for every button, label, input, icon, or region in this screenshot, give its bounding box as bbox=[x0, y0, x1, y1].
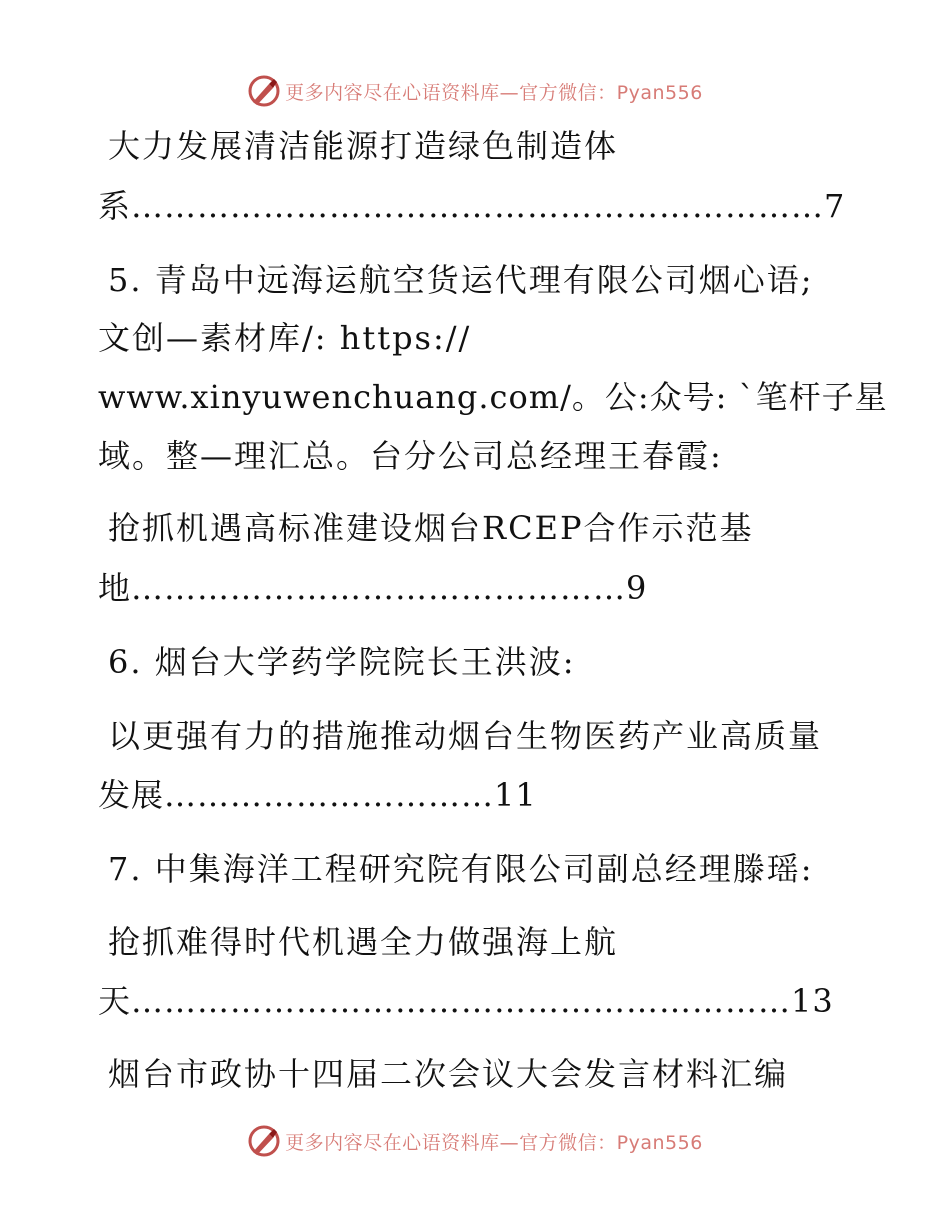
toc-entry-speaker: 7. 中集海洋工程研究院有限公司副总经理滕瑶: bbox=[108, 850, 814, 888]
toc-entry-leader: 系………………………………………………………7 bbox=[98, 187, 846, 225]
toc-entry-title: 抢抓机遇高标准建设烟台RCEP合作示范基 bbox=[108, 509, 754, 547]
document-text: 域。整—理汇总。台分公司总经理王春霞: bbox=[98, 437, 723, 475]
toc-entry-title: 大力发展清洁能源打造绿色制造体 bbox=[108, 127, 619, 165]
pen-logo-icon bbox=[247, 74, 281, 108]
toc-entry-title: 抢抓难得时代机遇全力做强海上航 bbox=[108, 923, 619, 961]
toc-entry-speaker: 5. 青岛中远海运航空货运代理有限公司烟心语; bbox=[108, 261, 814, 299]
toc-entry-speaker: 6. 烟台大学药学院院长王洪波: bbox=[108, 643, 576, 681]
toc-entry-title: 以更强有力的措施推动烟台生物医药产业高质量 bbox=[108, 717, 823, 755]
toc-entry-leader: 天……………………………………………………13 bbox=[98, 982, 834, 1020]
watermark-text: 更多内容尽在心语资料库—官方微信：Pyan556 bbox=[285, 81, 703, 104]
document-text: www.xinyuwenchuang.com/。公:众号: `笔杆子星 bbox=[98, 378, 888, 416]
watermark-text: 更多内容尽在心语资料库—官方微信：Pyan556 bbox=[285, 1131, 703, 1154]
toc-entry-leader: 地………………………………………9 bbox=[98, 569, 648, 607]
footer-watermark bbox=[0, 1121, 950, 1161]
pen-logo-icon bbox=[247, 1124, 281, 1158]
document-footer-title: 烟台市政协十四届二次会议大会发言材料汇编 bbox=[108, 1055, 789, 1093]
header-watermark bbox=[0, 71, 950, 111]
document-text: 文创—素材库/: https:// bbox=[98, 319, 472, 357]
toc-entry-leader: 发展…………………………11 bbox=[98, 776, 537, 814]
